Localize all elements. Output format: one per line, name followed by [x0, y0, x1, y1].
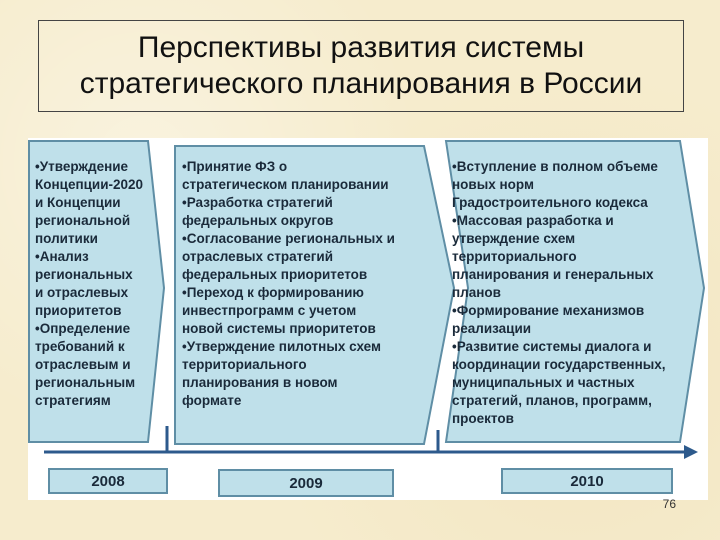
column-line: формате	[182, 393, 242, 408]
year-box-2009: 2009	[218, 469, 394, 497]
column-line: планирования в новом	[182, 375, 338, 390]
column-line: •Согласование региональных и	[182, 231, 395, 246]
column-line: реализации	[452, 321, 532, 336]
timeline-arrowhead	[684, 445, 698, 459]
column-line: отраслевым и	[35, 357, 131, 372]
column-line: стратегиям	[35, 393, 111, 408]
column-line: политики	[35, 231, 98, 246]
column-line: отраслевых стратегий	[182, 249, 333, 264]
column-line: приоритетов	[35, 303, 122, 318]
column-line: координации государственных,	[452, 357, 666, 372]
slide-title-box	[38, 20, 684, 112]
column-line: федеральных округов	[182, 213, 334, 228]
page-number: 76	[662, 497, 676, 511]
slide-title-line-2: стратегического планирования в России	[79, 67, 643, 100]
column-line: новых норм	[452, 177, 534, 192]
column-line: •Вступление в полном объеме	[452, 159, 658, 174]
column-line: •Утверждение	[35, 159, 129, 174]
column-line: •Переход к формированию	[182, 285, 364, 300]
column-line: •Утверждение пилотных схем	[182, 339, 381, 354]
column-line: Градостроительного кодекса	[452, 195, 648, 210]
slide-title-line-1: Перспективы развития системы	[137, 31, 585, 64]
timeline-panel	[28, 138, 708, 500]
column-line: •Принятие ФЗ о	[182, 159, 288, 174]
column-line: утверждение схем	[452, 231, 576, 246]
column-line: планов	[452, 285, 501, 300]
column-line: •Анализ	[35, 249, 89, 264]
column-line: и отраслевых	[35, 285, 129, 300]
year-box-2010: 2010	[501, 468, 673, 494]
column-text-2008	[35, 158, 143, 410]
column-line: муниципальных и частных	[452, 375, 635, 390]
column-line: стратегическом планировании	[182, 177, 389, 192]
column-line: новой системы приоритетов	[182, 321, 376, 336]
column-text-2009	[182, 158, 395, 410]
column-line: требований к	[35, 339, 125, 354]
column-line: •Формирование механизмов	[452, 303, 645, 318]
column-line: Концепции-2020	[35, 177, 144, 192]
column-line: •Массовая разработка и	[452, 213, 614, 228]
column-line: федеральных приоритетов	[182, 267, 368, 282]
column-line: территориального	[452, 249, 577, 264]
column-line: территориального	[182, 357, 307, 372]
column-line: региональных	[35, 267, 133, 282]
column-line: региональной	[35, 213, 131, 228]
column-line: и Концепции	[35, 195, 121, 210]
column-line: региональным	[35, 375, 136, 390]
column-line: •Разработка стратегий	[182, 195, 333, 210]
column-line: •Определение	[35, 321, 131, 336]
column-line: планирования и генеральных	[452, 267, 654, 282]
column-line: •Развитие системы диалога и	[452, 339, 652, 354]
column-line: инвестпрограмм с учетом	[182, 303, 357, 318]
year-box-2008: 2008	[48, 468, 168, 494]
column-text-2010	[452, 158, 666, 428]
column-line: стратегий, планов, программ,	[452, 393, 652, 408]
column-line: проектов	[452, 411, 514, 426]
